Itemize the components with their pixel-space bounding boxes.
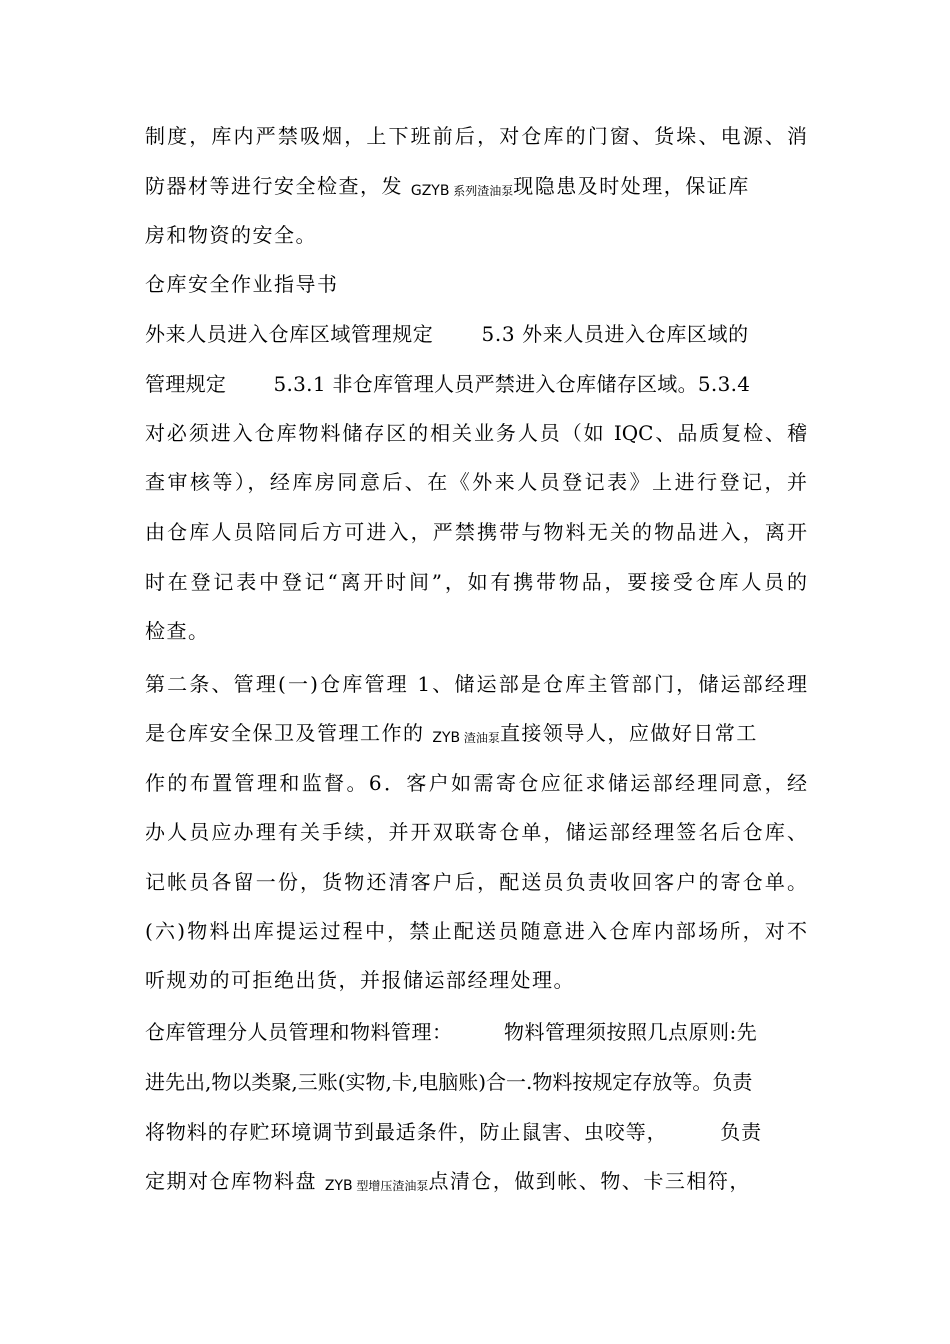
text-line-13 [145,721,758,750]
text-line-22 [145,1169,751,1198]
text-line-21: 将物料的存贮环境调节到最适条件，防止鼠害、虫咬等， 负责 [145,1120,762,1144]
inline-product-name: 型增压渣油泵 [352,1179,429,1193]
inline-product-name: 系列渣油泵 [449,184,514,198]
text-segment: 定期对仓库物料盘 [145,1169,325,1193]
text-segment: 是仓库安全保卫及管理工作的 [145,721,433,745]
text-line-11: 检查。 [145,619,210,643]
text-line-15: 办人员应办理有关手续，并开双联寄仓单，储运部经理签名后仓库、 [145,820,807,844]
inline-product-code: ZYB [324,1178,353,1194]
text-line-12: 第二条、管理(一)仓库管理 1、储运部是仓库主管部门，储运部经理 [145,672,807,696]
text-segment: 直接领导人，应做好日常工 [499,721,758,745]
text-segment: 防器材等进行安全检查，发 [145,174,411,198]
text-line-2 [145,174,750,203]
text-line-7: 对必须进入仓库物料储存区的相关业务人员（如 IQC、品质复检、稽 [145,421,807,445]
text-line-6: 管理规定 5.3.1 非仓库管理人员严禁进入仓库储存区域。5.3.4 [145,372,751,396]
text-line-1: 制度，库内严禁吸烟，上下班前后，对仓库的门窗、货垛、电源、消 [145,124,807,148]
text-line-3: 房和物资的安全。 [145,223,317,247]
text-line-16: 记帐员各留一份，货物还清客户后，配送员负责收回客户的寄仓单。 [145,870,807,894]
section-heading: 仓库安全作业指导书 [145,272,339,296]
text-line-18: 听规劝的可拒绝出货，并报储运部经理处理。 [145,968,575,992]
text-line-8: 查审核等），经库房同意后、在《外来人员登记表》上进行登记，并 [145,470,807,494]
text-segment: 点清仓，做到帐、物、卡三相符， [428,1169,751,1193]
text-line-10: 时在登记表中登记“离开时间”，如有携带物品，要接受仓库人员的 [145,570,807,594]
text-line-14: 作的布置管理和监督。6．客户如需寄仓应征求储运部经理同意，经 [145,771,807,795]
inline-product-name: 渣油泵 [460,731,500,745]
text-segment: 现隐患及时处理，保证库 [513,174,750,198]
inline-product-code: GZYB [410,183,450,199]
inline-product-code: ZYB [432,730,461,746]
text-line-20: 进先出,物以类聚,三账(实物,卡,电脑账)合一.物料按规定存放等。负责 [145,1070,753,1094]
text-line-19: 仓库管理分人员管理和物料管理： 物料管理须按照几点原则:先 [145,1020,758,1044]
text-line-9: 由仓库人员陪同后方可进入，严禁携带与物料无关的物品进入，离开 [145,520,807,544]
text-line-5: 外来人员进入仓库区域管理规定 5.3 外来人员进入仓库区域的 [145,322,749,346]
text-line-17: (六)物料出库提运过程中，禁止配送员随意进入仓库内部场所，对不 [145,919,807,943]
